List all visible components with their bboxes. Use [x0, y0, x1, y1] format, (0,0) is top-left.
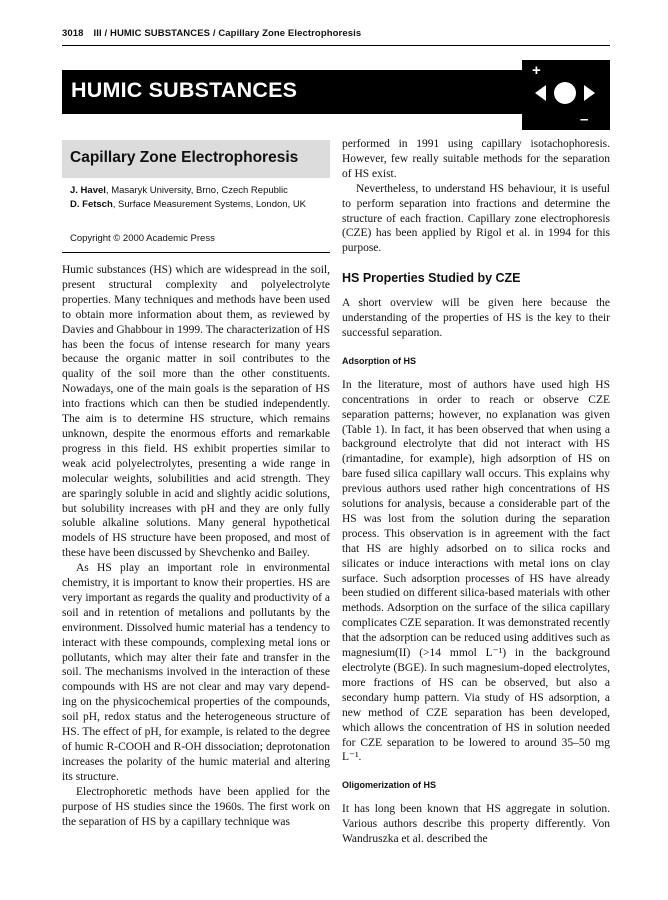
- body-paragraph: performed in 1991 using capillary isotachophoresis. However, few really suitable methods for the separation of HS exist.: [342, 138, 610, 180]
- body-paragraph: Humic substances (HS) which are widespread in the soil, present structural complexity and polyelectrolyte properties. Many techniques and methods have been used to obtain more information about them, as reviewed by Davies and Ghabbour in 1999. The characterization of HS has been the focus of intense research for many years because the organic matter in soil contributes to the quality of the soil more than the other constituents. Nowadays, one of the main goals is the separation of HS into fractions which can then be studied independently. The aim is to determine HS structure, which remains unknown, despite the enormous efforts and remarkable progress in this field. HS exhibit properties similar to weak acid polyelectrolytes, presenting a wide range in molecular weights, solubilities and acid strength. They are sparingly soluble in acid and slightly acidic solutions, but solubility increases with pH and they are only fully soluble alkaline solutions. Many general hypothetical models of HS structure have been proposed, and most of these have been discussed by Shevchenko and Bailey.: [62, 264, 330, 560]
- author-entry: J. Havel, Masaryk University, Brno, Czech Republic: [70, 185, 288, 196]
- navigation-control[interactable]: [522, 60, 610, 130]
- author-entry: D. Fetsch, Surface Measurement Systems, London, UK: [70, 199, 307, 210]
- body-paragraph: Nevertheless, to understand HS behaviour, it is useful to perform separation into fractions and determine the structure of each fraction. Capillary zone electrophoresis (CZE) has been applied by Rigol et al. in 1994 for this purpose.: [342, 182, 610, 255]
- subsection-heading: Adsorption of HS: [342, 355, 416, 366]
- right-column: [342, 137, 610, 847]
- author-list: [70, 184, 332, 212]
- body-paragraph: A short overview will be given here because the understanding of the properties of HS is the key to their successful separation.: [342, 297, 610, 339]
- subsection-heading: Oligomerization of HS: [342, 780, 437, 791]
- header-divider: [62, 45, 610, 46]
- page-number: 3018: [62, 28, 84, 39]
- article-title-box: [62, 140, 330, 178]
- body-paragraph: Electrophoretic methods have been applied for the purpose of HS studies since the 1960s. The first work on the separation of HS by a capillary technique was: [62, 785, 330, 828]
- left-column: [62, 263, 330, 829]
- article-title: Capillary Zone Electrophoresis: [70, 149, 299, 166]
- body-paragraph: As HS play an important role in environmental chemistry, it is important to know their properties. HS are very important as regards the quality and productivity of a soil and in retention of metalions and pollutants by the environment. Dissolved humic material has a tendency to interact with these compounds, complexing metal ions or pollutants, which may alter their fate and transfer in the soil. The mechanisms involved in the interaction of these compounds with HS are not clear and may vary depending on the physicochemical properties of the compounds, soil pH, redox status and the heterogeneous structure of HS. The effect of pH, for example, is related to the degree of humic R-COOH and R-OH dissociation; deprotonation increases the polarity of the humic material and altering its structure.: [62, 562, 330, 783]
- copyright-notice: Copyright © 2000 Academic Press: [70, 233, 215, 244]
- section-heading: HS Properties Studied by CZE: [342, 271, 521, 286]
- zoom-in-icon[interactable]: +: [532, 62, 541, 79]
- running-title: III / HUMIC SUBSTANCES / Capillary Zone Electrophoresis: [93, 28, 362, 39]
- column-divider: [62, 252, 330, 253]
- banner-title: HUMIC SUBSTANCES: [71, 78, 298, 102]
- body-paragraph: In the literature, most of authors have used high HS concentrations in order to reach or observe CZE separation patterns; however, no explanation was given (Table 1). In fact, it has been observed that when using a background electrolyte that did not interact with HS (rimantadine, for example), high adsorption of HS on bare fused silica capillary wall occurs. This explains why previous authors used rather high concentrations of HS solutions for analysis, because a considerable part of the HS was lost from the solution during the separation process. This observation is in agreement with the fact that HS are highly adsorbed on to silica rocks and silicates or induce interactions with metal ions on clay surface. Such adsorption processes of HS have already been studied on different silica-based materials with other methods. Adsorption on the surface of the silica capillary complicates CZE separation. It was demonstrated recently that the adsorption can be reduced using additives such as magnesium(II) (>14 mmol L⁻¹) in the background electrolyte (BGE). In such magnesium-doped electrolytes, more fractions of HS can be observed, but also a secondary hump pattern. Via study of HS adsorption, a new method of CZE separation has been developed, which allows the concentration of HS in solution needed for CZE separation to be lowered to around 35–50 mg L⁻¹.: [342, 378, 610, 764]
- navigation-arrows-icon[interactable]: [530, 73, 600, 113]
- body-paragraph: It has long been known that HS aggregate in solution. Various authors describe this property differently. Von Wandruszka et al. described the: [342, 803, 610, 846]
- running-header: [62, 28, 610, 39]
- zoom-out-icon[interactable]: –: [580, 111, 589, 128]
